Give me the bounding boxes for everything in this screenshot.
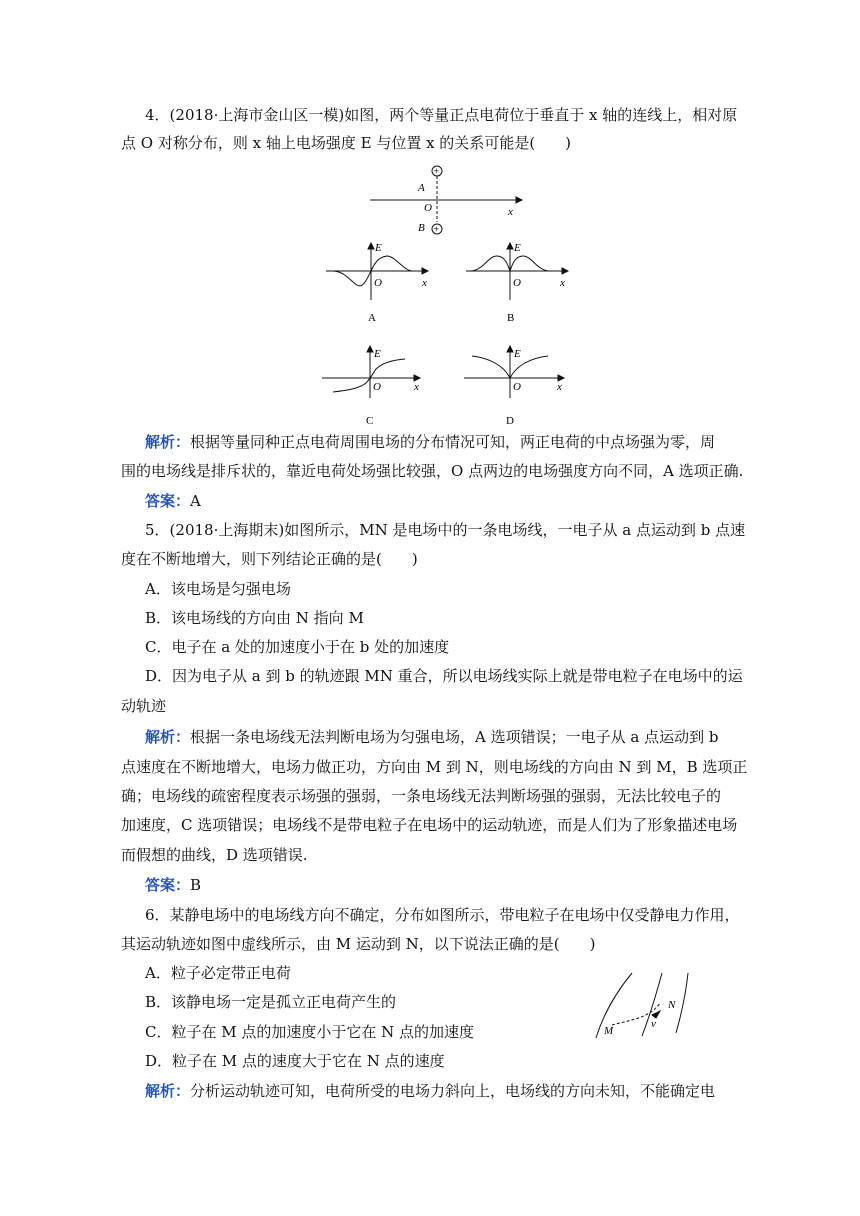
q5-answer-value: B [190, 876, 202, 894]
svg-text:O: O [373, 381, 381, 393]
svg-text:x: x [422, 277, 427, 289]
q5-option-D-cont: 动轨迹 [121, 697, 167, 715]
q6-field-line-1 [596, 973, 632, 1038]
q6-velocity-arrow [652, 1011, 660, 1018]
q4-number: 4． [145, 106, 170, 124]
q5-option-C: C．电子在 a 处的加速度小于在 b 处的加速度 [145, 638, 450, 656]
svg-text:x: x [560, 277, 565, 289]
q4-charge-top [432, 166, 442, 176]
q6-option-A: A．粒子必定带正电荷 [145, 964, 291, 982]
q5-option-B: B．该电场线的方向由 N 指向 M [145, 609, 364, 627]
svg-text:E: E [514, 242, 521, 254]
q5-number: 5． [145, 521, 170, 539]
q4-answer-label: 答案： [145, 492, 191, 510]
q4-stem-line1 [145, 105, 737, 125]
q4-stem-line2: 点 O 对称分布，则 x 轴上电场强度 E 与位置 x 的关系可能是( ) [121, 134, 572, 152]
q4-graph-B-caption: B [507, 312, 515, 324]
q4-graph-C-caption: C [366, 415, 374, 427]
q4-x-arrow [516, 197, 522, 203]
q5-option-D: D．因为电子从 a 到 b 的轨迹跟 MN 重合，所以电场线实际上就是带电粒子在电场中的运 [145, 667, 743, 685]
q5-stem-line1: 5．(2018·上海期末)如图所示，MN 是电场中的一条电场线，一电子从 a 点运动到 b 点速 [145, 521, 746, 539]
q4-charge-diagram [370, 166, 522, 234]
q4-jiexi-label: 解析： [145, 433, 191, 451]
q5-jiexi-line2: 点速度在不断地增大，电场力做正功，方向由 M 到 N，则电场线的方向由 N 到 M，B 选项正 [121, 758, 748, 776]
svg-text:O: O [513, 277, 521, 289]
q6-jiexi-label: 解析： [145, 1082, 191, 1100]
q6-option-D: D．粒子在 M 点的速度大于它在 N 点的速度 [145, 1052, 445, 1070]
q6-stem-line2: 其运动轨迹如图中虚线所示，由 M 运动到 N，以下说法正确的是( ) [121, 935, 596, 953]
q4-label-A: A [418, 182, 425, 194]
q4-graph-D [464, 346, 564, 398]
q4-label-x: x [508, 206, 513, 218]
q6-option-C: C．粒子在 M 点的加速度小于它在 N 点的加速度 [145, 1023, 475, 1041]
q4-label-B: B [418, 222, 425, 234]
svg-text:O: O [513, 381, 521, 393]
q6-label-N: N [668, 999, 676, 1011]
q6-label-v: v [651, 1018, 656, 1030]
q5-jiexi-line3: 确；电场线的疏密程度表示场强的强弱，一条电场线无法判断场强的强弱，无法比较电子的 [121, 787, 722, 805]
svg-text:E: E [374, 348, 381, 360]
q4-graph-A-caption: A [368, 312, 376, 324]
q5-source: (2018·上海期末) [169, 521, 285, 539]
q5-answer-label: 答案： [145, 876, 191, 894]
q4-graph-C [322, 346, 420, 398]
q5-jiexi-line4: 加速度，C 选项错误；电场线不是带电粒子在电场中的运动轨迹，而是人们为了形象描述电场 [121, 816, 738, 834]
svg-text:E: E [375, 242, 382, 254]
q6-trajectory [612, 1003, 660, 1025]
q6-field-line-3 [676, 973, 688, 1033]
q5-jiexi-line1: 解析：根据一条电场线无法判断电场为匀强电场，A 选项错误；一电子从 a 点运动到 b [145, 728, 719, 746]
svg-text:O: O [374, 277, 382, 289]
q4-jiexi-line2: 围的电场线是排斥状的，靠近电荷处场强比较强，O 点两边的电场强度方向不同，A 选项正确. [121, 462, 744, 480]
svg-text:E: E [514, 348, 521, 360]
q4-graph-B [466, 243, 568, 300]
q4-source: (2018·上海市金山区一模) [169, 106, 345, 124]
q6-jiexi-line1: 解析：分析运动轨迹可知，电荷所受的电场力斜向上，电场线的方向未知，不能确定电 [145, 1082, 716, 1100]
q5-stem-line2: 度在不断地增大，则下列结论正确的是( ) [121, 550, 418, 568]
svg-text:x: x [557, 381, 562, 393]
q6-number: 6． [145, 906, 170, 924]
q4-answer [145, 491, 201, 511]
q5-jiexi-line5: 而假想的曲线，D 选项错误. [121, 846, 308, 864]
q6-label-M: M [604, 1025, 614, 1037]
q4-plus-top: + [433, 166, 440, 178]
q6-stem-line1: 6．某静电场中的电场线方向不确定，分布如图所示，带电粒子在电场中仅受静电力作用， [145, 906, 740, 924]
q4-graph-D-caption: D [506, 415, 514, 427]
q4-plus-bottom: + [433, 224, 440, 236]
q4-graph-A [326, 243, 428, 300]
svg-text:x: x [414, 381, 419, 393]
q5-answer [145, 875, 201, 895]
q5-jiexi-label: 解析： [145, 728, 191, 746]
q4-charge-bottom [432, 224, 442, 234]
q4-text1: 如图，两个等量正点电荷位于垂直于 x 轴的连线上，相对原 [344, 106, 738, 124]
q6-option-B: B．该静电场一定是孤立正电荷产生的 [145, 993, 397, 1011]
q5-option-A: A．该电场是匀强电场 [145, 580, 291, 598]
q4-answer-value: A [190, 492, 201, 510]
q6-field-line-2 [642, 973, 662, 1036]
q4-jiexi-line1: 解析：根据等量同种正点电荷周围电场的分布情况可知，两正电荷的中点场强为零，周 [145, 433, 716, 451]
q4-label-O: O [424, 202, 432, 214]
